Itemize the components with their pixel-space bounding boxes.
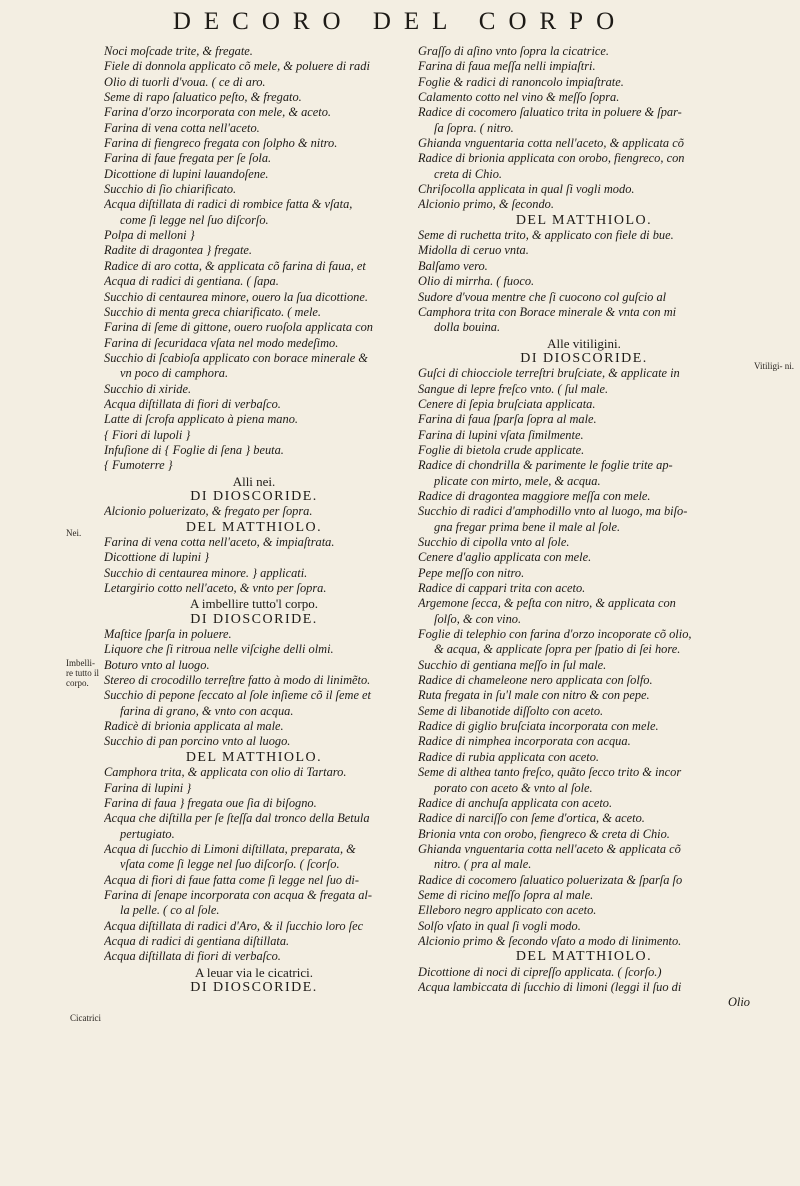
text-line: la pelle. ( co al ſole. (120, 903, 220, 918)
text-line: Succhio di ſio chiarificato. (104, 182, 237, 197)
text-line: dolla bouina. (434, 320, 501, 335)
text-line: Farina di lupini } (104, 780, 192, 795)
text-line: Farina d'orzo incorporata con mele, & aceto. (104, 105, 332, 120)
text-line: Farina di ſenape incorporata con acqua & fregata al- (104, 887, 372, 902)
section-heading: Alli nei. (232, 473, 276, 489)
text-line: Radice di rubia applicata con aceto. (418, 749, 600, 764)
text-line: Acqua di ſucchio di Limoni diſtillata, preparata, & (104, 841, 356, 856)
text-line: Radice di brionia applicata con orobo, fiengreco, con (418, 151, 685, 166)
text-line: Seme di ruchetta trito, & applicato con fiele di bue. (418, 228, 674, 243)
text-line: Alcionio poluerizato, & fregato per ſopra. (104, 504, 313, 519)
section-heading: DEL MATTHIOLO. (185, 749, 323, 765)
text-line: Radice di chameleone nero applicata con ſolfo. (418, 673, 653, 688)
text-line: Succhio di ſcabioſa applicato con borace minerale & (104, 350, 368, 365)
text-line: Acqua di fiori di faue fatta come ſi legge nel ſuo di- (104, 872, 359, 887)
text-line: porato con aceto & vnto al ſole. (434, 780, 593, 795)
text-line: Radice di cocomero ſaluatico poluerizata & ſparſa ſo (418, 872, 683, 887)
text-line: Argemone ſecca, & peſta con nitro, & applicata con (418, 596, 676, 611)
text-line: Farina di fiengreco fregata con ſolpho & nitro. (104, 136, 338, 151)
text-line: Cenere di ſepia bruſciata applicata. (418, 396, 596, 411)
text-line: Radice di narciſſo con ſeme d'ortica, & aceto. (418, 811, 645, 826)
margin-note-vitiligini: Vitiligi- ni. (754, 361, 794, 371)
text-line: Letargirio cotto nell'aceto, & vnto per ſopra. (104, 581, 327, 596)
text-line: Cenere d'aglio applicata con mele. (418, 550, 592, 565)
text-line: Acqua diſtillata di fiori di verbaſco. (104, 396, 281, 411)
section-heading: A imbellire tutto'l corpo. (190, 596, 318, 612)
text-line: Guſci di chiocciole terreſtri bruſciate, & applicate in (418, 366, 680, 381)
text-line: Boturo vnto al luogo. (104, 657, 210, 672)
text-line: { Fumoterre } (104, 458, 173, 473)
text-line: & acqua, & applicate ſopra per ſpatio di ſei hore. (434, 642, 681, 657)
text-line: Farina di vena cotta nell'aceto. (104, 120, 260, 135)
text-line: Farina di faua meſſa nelli impiaſtri. (418, 59, 596, 74)
text-line: creta di Chio. (434, 166, 503, 181)
text-line: Radice di aro cotta, & applicata cõ farina di faua, et (104, 258, 366, 273)
text-line: Radice di giglio bruſciata incorporata con mele. (418, 719, 659, 734)
text-line: Camphora trita con Borace minerale & vnta con mi (418, 304, 677, 319)
text-line: vn poco di camphora. (120, 366, 229, 381)
text-line: Dicottione di lupini lauandoſene. (104, 166, 269, 181)
text-line: Sangue di lepre freſco vnto. ( ſul male. (418, 381, 609, 396)
text-line: farina di grano, & vnto con acqua. (120, 703, 294, 718)
section-heading: DI DIOSCORIDE. (190, 488, 318, 504)
text-line: Polpa di melloni } (104, 228, 195, 243)
text-line: Balſamo vero. (418, 258, 488, 273)
text-line: Succhio di centaurea minore, ouero la ſua dicottione. (104, 289, 368, 304)
text-line: ſa ſopra. ( nitro. (434, 120, 514, 135)
right-column (418, 44, 750, 1011)
text-line: plicate con mirto, mele, & acqua. (434, 473, 601, 488)
text-line: nitro. ( pra al male. (434, 857, 532, 872)
text-line: vſata come ſi legge nel ſuo diſcorſo. ( ſcorſo. (120, 857, 340, 872)
text-line: Stereo di crocodillo terreſtre fatto à modo di linimẽto. (104, 673, 371, 688)
section-heading: Alle vitiligini. (547, 335, 621, 351)
text-line: Radite di dragontea } fregate. (104, 243, 252, 258)
text-line: Ruta fregata in ſu'l male con nitro & con pepe. (418, 688, 650, 703)
text-line: Calamento cotto nel vino & meſſo ſopra. (418, 90, 620, 105)
text-line: Acqua diſtillata di radici di rombice fatta & vſata, (104, 197, 353, 212)
text-line: Foglie & radici di ranoncolo impiaſtrate. (418, 74, 624, 89)
text-line: Radice di anchuſa applicata con aceto. (418, 795, 613, 810)
text-line: Succhio di radici d'amphodillo vnto al luogo, ma biſo- (418, 504, 688, 519)
text-line: Succhio di xiride. (104, 381, 192, 396)
text-line: Graſſo di aſino vnto ſopra la cicatrice. (418, 44, 610, 58)
text-line: Pepe meſſo con nitro. (418, 565, 525, 580)
text-line: Acqua lambiccata di ſucchio di limoni (leggi il ſuo di (418, 979, 682, 994)
text-line: pertugiato. (120, 826, 175, 841)
text-line: Midolla di ceruo vnta. (418, 243, 529, 258)
page-header: DECORO DEL CORPO (172, 8, 628, 35)
text-line: gna fregar prima bene il male al ſole. (434, 519, 621, 534)
section-heading: DI DIOSCORIDE. (520, 350, 648, 366)
text-line: Succhio di pan porcino vnto al luogo. (104, 734, 291, 749)
text-line: Sudore d'voua mentre che ſi cuocono col guſcio al (418, 289, 667, 304)
text-line: Seme di libanotide diſſolto con aceto. (418, 703, 604, 718)
text-line: Alcionio primo, & ſecondo. (418, 197, 554, 212)
text-line: Ghianda vnguentaria cotta nell'aceto, & applicata cõ (418, 136, 684, 151)
text-line: Acqua diſtillata di radici d'Aro, & il ſucchio loro ſec (104, 918, 364, 933)
text-line: Succhio di menta greca chiarificato. ( mele. (104, 304, 322, 319)
text-line: Noci moſcade trite, & fregate. (104, 44, 253, 58)
text-line: Alcionio primo & ſecondo vſato a modo di linimento. (418, 933, 682, 948)
text-line: Seme di ricino meſſo ſopra al male. (418, 887, 594, 902)
text-line: Farina di ſeme di gittone, ouero ruoſola applicata con (104, 320, 374, 335)
text-line: Radice di cappari trita con aceto. (418, 581, 586, 596)
text-line: Seme di rapo ſaluatico peſto, & fregato. (104, 90, 302, 105)
text-line: Acqua che diſtilla per ſe ſteſſa dal tronco della Betula (104, 811, 370, 826)
text-line: Olio di tuorli d'voua. ( ce di aro. (104, 74, 266, 89)
text-line: Acqua di radici di gentiana. ( ſapa. (104, 274, 279, 289)
text-line: Solſo vſato in qual ſi vogli modo. (418, 918, 581, 933)
text-line: Farina di ſecuridaca vſata nel modo medeſimo. (104, 335, 339, 350)
margin-note-imbellire: Imbelli- re tutto il corpo. (66, 658, 99, 688)
margin-note-nei: Nei. (66, 528, 82, 538)
text-line: Radice di dragontea maggiore meſſa con mele. (418, 488, 651, 503)
text-line: Farina di lupini vſata ſimilmente. (418, 427, 584, 442)
text-line: Succhio di cipolla vnto al ſole. (418, 535, 570, 549)
text-line: Olio (727, 995, 750, 1010)
text-line: ſolſo, & con vino. (434, 611, 522, 626)
text-line: Farina di vena cotta nell'aceto, & impiaſtrata. (104, 535, 335, 549)
margin-note-cicatrici: Cicatrici (70, 1013, 101, 1023)
section-heading: DI DIOSCORIDE. (190, 979, 318, 995)
text-line: Radice di cocomero ſaluatico trita in poluere & ſpar- (418, 105, 682, 120)
text-line: Seme di althea tanto freſco, quãto ſecco trito & incor (418, 765, 682, 780)
text-line: Succhio di centaurea minore. } applicati. (104, 565, 308, 580)
section-heading: DEL MATTHIOLO. (515, 949, 653, 965)
text-line: Dicottione di lupini } (104, 550, 210, 565)
text-line: Acqua di radici di gentiana diſtillata. (104, 933, 290, 948)
text-line: Farina di faua ſparſa ſopra al male. (418, 412, 597, 427)
text-line: { Fiori di lupoli } (104, 427, 191, 442)
text-line: Infuſione di { Foglie di ſena } beuta. (104, 442, 284, 457)
text-line: Farina di faua } fregata oue ſia di biſogno. (104, 795, 317, 810)
text-line: Acqua diſtillata di fiori di verbaſco. (104, 949, 281, 964)
left-column (104, 44, 404, 995)
text-line: Dicottione di noci di cipreſſo applicata. ( ſcorſo.) (418, 964, 662, 979)
section-heading: A leuar via le cicatrici. (194, 964, 314, 980)
text-line: Succhio di gentiana meſſo in ſul male. (418, 657, 607, 672)
text-line: Latte di ſcrofa applicato à piena mano. (104, 412, 298, 427)
text-line: Ghianda vnguentaria cotta nell'aceto & applicata cõ (418, 841, 681, 856)
section-heading: DI DIOSCORIDE. (190, 611, 318, 627)
text-line: Foglie di bietola crude applicate. (418, 442, 585, 457)
text-line: Camphora trita, & applicata con olio di Tartaro. (104, 765, 347, 780)
text-line: come ſi legge nel ſuo diſcorſo. (120, 212, 269, 227)
text-line: Brionia vnta con orobo, fiengreco & creta di Chio. (418, 826, 670, 841)
text-line: Foglie di telephio con farina d'orzo incoporate cõ olio, (418, 627, 692, 642)
text-line: Chriſocolla applicata in qual ſi vogli modo. (418, 182, 635, 197)
text-line: Radicè di brionia applicata al male. (104, 719, 284, 734)
section-heading: DEL MATTHIOLO. (185, 519, 323, 535)
text-line: Farina di faue fregata per ſe ſola. (104, 151, 272, 166)
text-line: Liquore che ſi ritroua nelle viſcighe delli olmi. (104, 642, 334, 657)
text-line: Elleboro negro applicato con aceto. (418, 903, 597, 918)
section-heading: DEL MATTHIOLO. (515, 212, 653, 228)
text-line: Maſtice ſparſa in poluere. (104, 627, 232, 642)
text-line: Olio di mirrha. ( fuoco. (418, 274, 535, 289)
text-line: Radice di chondrilla & parimente le foglie trite ap- (418, 458, 673, 473)
text-line: Fiele di donnola applicato cõ mele, & poluere di radi (104, 59, 370, 74)
text-line: Succhio di pepone ſeccato al ſole inſieme cõ il ſeme et (104, 688, 371, 703)
text-line: Radice di nimphea incorporata con acqua. (418, 734, 631, 749)
